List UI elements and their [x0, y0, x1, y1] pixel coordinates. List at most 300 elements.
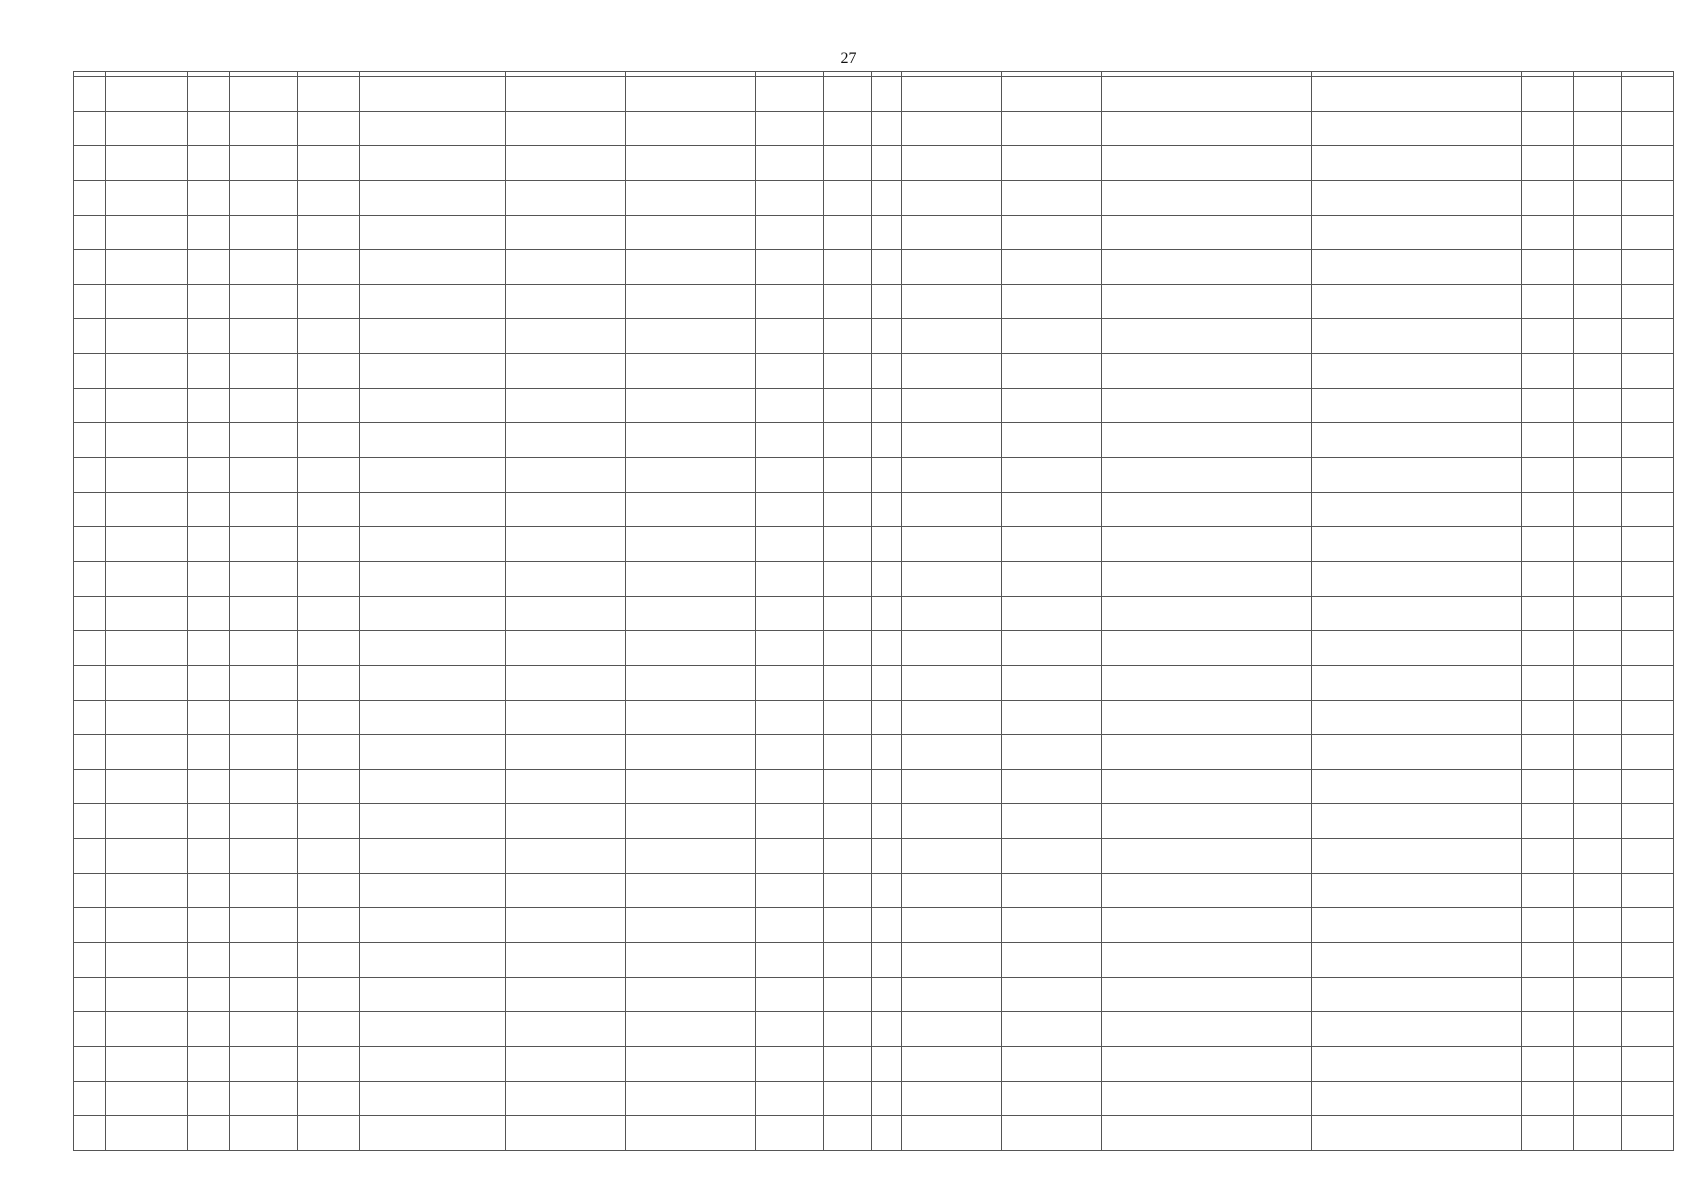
table-cell	[872, 458, 902, 493]
table-cell	[1002, 908, 1102, 943]
table-row	[74, 839, 1674, 874]
table-cell	[824, 735, 872, 770]
table-cell	[872, 1081, 902, 1116]
table-cell	[824, 180, 872, 215]
table-cell	[1574, 146, 1622, 181]
table-cell	[824, 977, 872, 1012]
table-cell	[902, 111, 1002, 146]
table-cell	[1102, 1081, 1312, 1116]
table-cell	[756, 873, 824, 908]
table-cell	[1622, 596, 1674, 631]
table-cell	[872, 527, 902, 562]
table-cell	[230, 735, 298, 770]
table-cell	[506, 769, 626, 804]
table-cell	[188, 873, 230, 908]
table-cell	[626, 561, 756, 596]
table-cell	[360, 423, 506, 458]
register-table-container	[73, 71, 1673, 1151]
table-cell	[506, 908, 626, 943]
table-cell	[902, 665, 1002, 700]
table-cell	[756, 284, 824, 319]
table-cell	[872, 943, 902, 978]
table-cell	[872, 839, 902, 874]
table-cell	[298, 769, 360, 804]
table-cell	[1622, 665, 1674, 700]
table-row	[74, 561, 1674, 596]
table-cell	[824, 284, 872, 319]
table-cell	[360, 527, 506, 562]
table-cell	[902, 943, 1002, 978]
table-cell	[74, 354, 106, 389]
table-cell	[506, 527, 626, 562]
table-cell	[230, 1081, 298, 1116]
table-cell	[1002, 492, 1102, 527]
table-cell	[1002, 146, 1102, 181]
table-cell	[1522, 631, 1574, 666]
table-row	[74, 873, 1674, 908]
table-cell	[1622, 873, 1674, 908]
table-cell	[298, 527, 360, 562]
table-cell	[902, 77, 1002, 112]
table-cell	[360, 769, 506, 804]
table-cell	[902, 1012, 1002, 1047]
table-cell	[872, 1046, 902, 1081]
table-cell	[106, 354, 188, 389]
table-cell	[1102, 561, 1312, 596]
table-cell	[360, 77, 506, 112]
table-cell	[872, 354, 902, 389]
table-cell	[756, 388, 824, 423]
table-cell	[824, 804, 872, 839]
table-cell	[74, 1116, 106, 1151]
table-cell	[902, 284, 1002, 319]
table-cell	[360, 250, 506, 285]
table-cell	[756, 250, 824, 285]
table-cell	[902, 700, 1002, 735]
table-cell	[74, 561, 106, 596]
table-row	[74, 388, 1674, 423]
page-number: 27	[840, 50, 857, 67]
table-cell	[1574, 735, 1622, 770]
table-cell	[902, 250, 1002, 285]
table-cell	[74, 146, 106, 181]
table-cell	[1312, 492, 1522, 527]
table-cell	[872, 1012, 902, 1047]
table-cell	[230, 665, 298, 700]
table-cell	[626, 977, 756, 1012]
table-cell	[756, 735, 824, 770]
table-cell	[1002, 250, 1102, 285]
table-cell	[1312, 1081, 1522, 1116]
table-cell	[1312, 146, 1522, 181]
table-cell	[1622, 423, 1674, 458]
table-cell	[1102, 458, 1312, 493]
table-cell	[1102, 1116, 1312, 1151]
table-cell	[188, 977, 230, 1012]
table-cell	[1002, 180, 1102, 215]
table-row	[74, 1081, 1674, 1116]
table-cell	[74, 735, 106, 770]
table-cell	[824, 596, 872, 631]
table-cell	[756, 804, 824, 839]
table-cell	[106, 319, 188, 354]
table-cell	[1622, 769, 1674, 804]
table-cell	[872, 631, 902, 666]
table-cell	[626, 146, 756, 181]
table-cell	[1312, 804, 1522, 839]
table-cell	[824, 665, 872, 700]
table-cell	[1574, 769, 1622, 804]
table-cell	[188, 1081, 230, 1116]
table-cell	[298, 908, 360, 943]
table-cell	[1102, 631, 1312, 666]
table-cell	[74, 631, 106, 666]
table-cell	[1102, 319, 1312, 354]
table-cell	[1002, 700, 1102, 735]
table-cell	[230, 77, 298, 112]
table-cell	[1102, 354, 1312, 389]
table-cell	[1312, 769, 1522, 804]
table-cell	[298, 423, 360, 458]
table-cell	[74, 769, 106, 804]
table-cell	[230, 631, 298, 666]
table-cell	[626, 354, 756, 389]
table-cell	[298, 388, 360, 423]
table-cell	[626, 943, 756, 978]
table-cell	[360, 943, 506, 978]
table-cell	[1522, 908, 1574, 943]
table-cell	[188, 839, 230, 874]
table-cell	[626, 1046, 756, 1081]
table-cell	[1622, 77, 1674, 112]
table-cell	[230, 215, 298, 250]
register-table	[73, 71, 1674, 1151]
table-cell	[230, 700, 298, 735]
table-row	[74, 492, 1674, 527]
table-cell	[902, 1046, 1002, 1081]
table-cell	[74, 111, 106, 146]
table-cell	[298, 250, 360, 285]
table-cell	[106, 111, 188, 146]
table-cell	[1102, 769, 1312, 804]
table-cell	[1522, 873, 1574, 908]
table-cell	[360, 804, 506, 839]
table-cell	[230, 977, 298, 1012]
table-cell	[74, 388, 106, 423]
table-cell	[1002, 458, 1102, 493]
table-cell	[626, 215, 756, 250]
table-cell	[1312, 388, 1522, 423]
table-cell	[506, 1081, 626, 1116]
table-cell	[360, 354, 506, 389]
table-cell	[1622, 180, 1674, 215]
table-cell	[902, 977, 1002, 1012]
table-cell	[74, 77, 106, 112]
table-cell	[188, 388, 230, 423]
table-cell	[298, 1116, 360, 1151]
table-cell	[1622, 977, 1674, 1012]
table-row	[74, 284, 1674, 319]
table-cell	[74, 1046, 106, 1081]
table-cell	[360, 1081, 506, 1116]
table-cell	[872, 388, 902, 423]
table-cell	[106, 1012, 188, 1047]
table-cell	[1002, 1012, 1102, 1047]
table-cell	[1102, 215, 1312, 250]
table-cell	[902, 319, 1002, 354]
table-cell	[824, 873, 872, 908]
table-cell	[872, 492, 902, 527]
table-cell	[106, 769, 188, 804]
table-cell	[1002, 1116, 1102, 1151]
table-cell	[756, 1116, 824, 1151]
table-cell	[1622, 250, 1674, 285]
table-cell	[188, 423, 230, 458]
table-cell	[1622, 943, 1674, 978]
table-cell	[74, 215, 106, 250]
table-cell	[298, 873, 360, 908]
table-cell	[188, 492, 230, 527]
table-cell	[1574, 596, 1622, 631]
table-cell	[1522, 250, 1574, 285]
table-cell	[824, 146, 872, 181]
table-cell	[106, 700, 188, 735]
table-cell	[1522, 1081, 1574, 1116]
table-cell	[1574, 1081, 1622, 1116]
table-cell	[298, 665, 360, 700]
table-cell	[188, 180, 230, 215]
table-cell	[106, 804, 188, 839]
table-cell	[506, 839, 626, 874]
table-cell	[360, 180, 506, 215]
table-cell	[1622, 561, 1674, 596]
table-cell	[872, 423, 902, 458]
table-cell	[230, 423, 298, 458]
table-cell	[298, 354, 360, 389]
table-cell	[1002, 77, 1102, 112]
table-cell	[506, 977, 626, 1012]
table-cell	[298, 215, 360, 250]
table-cell	[1522, 977, 1574, 1012]
table-row	[74, 319, 1674, 354]
table-cell	[1622, 1012, 1674, 1047]
table-cell	[824, 111, 872, 146]
table-cell	[360, 908, 506, 943]
table-cell	[360, 492, 506, 527]
table-cell	[360, 1012, 506, 1047]
table-cell	[1574, 1046, 1622, 1081]
table-cell	[1312, 423, 1522, 458]
table-row	[74, 458, 1674, 493]
table-cell	[1002, 943, 1102, 978]
table-cell	[626, 388, 756, 423]
table-cell	[1002, 1081, 1102, 1116]
table-cell	[506, 492, 626, 527]
table-cell	[230, 1046, 298, 1081]
table-cell	[756, 665, 824, 700]
table-cell	[230, 180, 298, 215]
table-cell	[902, 561, 1002, 596]
table-cell	[106, 388, 188, 423]
table-cell	[824, 319, 872, 354]
table-cell	[1102, 423, 1312, 458]
table-cell	[360, 735, 506, 770]
table-cell	[902, 458, 1002, 493]
table-cell	[230, 284, 298, 319]
table-cell	[756, 769, 824, 804]
table-cell	[1522, 561, 1574, 596]
table-cell	[230, 839, 298, 874]
table-cell	[1312, 1012, 1522, 1047]
table-cell	[298, 1081, 360, 1116]
table-cell	[756, 596, 824, 631]
table-cell	[74, 977, 106, 1012]
table-cell	[188, 146, 230, 181]
table-cell	[298, 977, 360, 1012]
table-cell	[1102, 250, 1312, 285]
table-cell	[824, 458, 872, 493]
table-cell	[74, 700, 106, 735]
table-cell	[106, 180, 188, 215]
table-cell	[872, 735, 902, 770]
table-cell	[106, 735, 188, 770]
table-row	[74, 1116, 1674, 1151]
table-cell	[506, 1116, 626, 1151]
table-cell	[1574, 111, 1622, 146]
table-cell	[188, 804, 230, 839]
table-row	[74, 111, 1674, 146]
table-cell	[1102, 977, 1312, 1012]
table-cell	[824, 700, 872, 735]
table-cell	[824, 561, 872, 596]
table-cell	[1002, 839, 1102, 874]
table-cell	[1574, 1116, 1622, 1151]
table-cell	[360, 839, 506, 874]
table-cell	[106, 250, 188, 285]
table-cell	[506, 665, 626, 700]
table-cell	[188, 1116, 230, 1151]
table-cell	[824, 631, 872, 666]
table-cell	[872, 769, 902, 804]
table-cell	[824, 492, 872, 527]
table-cell	[1522, 1012, 1574, 1047]
table-cell	[1102, 1046, 1312, 1081]
table-cell	[902, 1116, 1002, 1151]
table-cell	[230, 492, 298, 527]
table-cell	[626, 1116, 756, 1151]
table-cell	[1574, 873, 1622, 908]
table-cell	[626, 423, 756, 458]
table-cell	[106, 631, 188, 666]
table-cell	[1574, 943, 1622, 978]
table-cell	[230, 1116, 298, 1151]
table-cell	[824, 769, 872, 804]
table-cell	[230, 388, 298, 423]
table-cell	[298, 492, 360, 527]
table-cell	[872, 596, 902, 631]
table-cell	[1574, 631, 1622, 666]
table-cell	[1622, 458, 1674, 493]
table-cell	[824, 1046, 872, 1081]
table-cell	[188, 908, 230, 943]
table-cell	[1002, 388, 1102, 423]
table-cell	[1574, 908, 1622, 943]
table-cell	[298, 77, 360, 112]
table-cell	[188, 700, 230, 735]
table-cell	[230, 319, 298, 354]
table-cell	[506, 250, 626, 285]
table-cell	[1622, 111, 1674, 146]
table-cell	[188, 284, 230, 319]
table-cell	[74, 908, 106, 943]
table-cell	[1102, 180, 1312, 215]
table-cell	[756, 180, 824, 215]
table-cell	[1002, 735, 1102, 770]
table-cell	[506, 284, 626, 319]
table-cell	[1522, 146, 1574, 181]
table-cell	[1002, 527, 1102, 562]
table-cell	[824, 527, 872, 562]
table-cell	[1002, 215, 1102, 250]
table-cell	[74, 180, 106, 215]
table-cell	[1574, 977, 1622, 1012]
table-cell	[74, 596, 106, 631]
table-cell	[1622, 215, 1674, 250]
table-cell	[756, 839, 824, 874]
table-cell	[902, 631, 1002, 666]
table-cell	[1102, 1012, 1312, 1047]
table-cell	[872, 561, 902, 596]
table-cell	[1002, 977, 1102, 1012]
table-cell	[1522, 354, 1574, 389]
table-cell	[1622, 735, 1674, 770]
table-cell	[1312, 908, 1522, 943]
table-cell	[360, 215, 506, 250]
table-cell	[106, 77, 188, 112]
table-cell	[1312, 111, 1522, 146]
table-cell	[824, 250, 872, 285]
table-cell	[506, 1012, 626, 1047]
table-cell	[74, 423, 106, 458]
table-cell	[1312, 1116, 1522, 1151]
table-cell	[188, 735, 230, 770]
table-cell	[1522, 458, 1574, 493]
table-cell	[872, 77, 902, 112]
table-cell	[188, 527, 230, 562]
table-cell	[824, 388, 872, 423]
table-cell	[106, 1116, 188, 1151]
table-cell	[626, 77, 756, 112]
table-cell	[626, 873, 756, 908]
table-cell	[230, 250, 298, 285]
table-cell	[230, 873, 298, 908]
table-cell	[1312, 250, 1522, 285]
table-row	[74, 1046, 1674, 1081]
table-cell	[902, 527, 1002, 562]
table-cell	[74, 1081, 106, 1116]
table-cell	[1312, 735, 1522, 770]
table-cell	[360, 146, 506, 181]
table-cell	[902, 388, 1002, 423]
table-cell	[360, 700, 506, 735]
table-cell	[1102, 111, 1312, 146]
table-cell	[1002, 596, 1102, 631]
table-cell	[756, 977, 824, 1012]
table-cell	[506, 146, 626, 181]
table-cell	[230, 354, 298, 389]
table-cell	[1102, 908, 1312, 943]
table-cell	[74, 873, 106, 908]
